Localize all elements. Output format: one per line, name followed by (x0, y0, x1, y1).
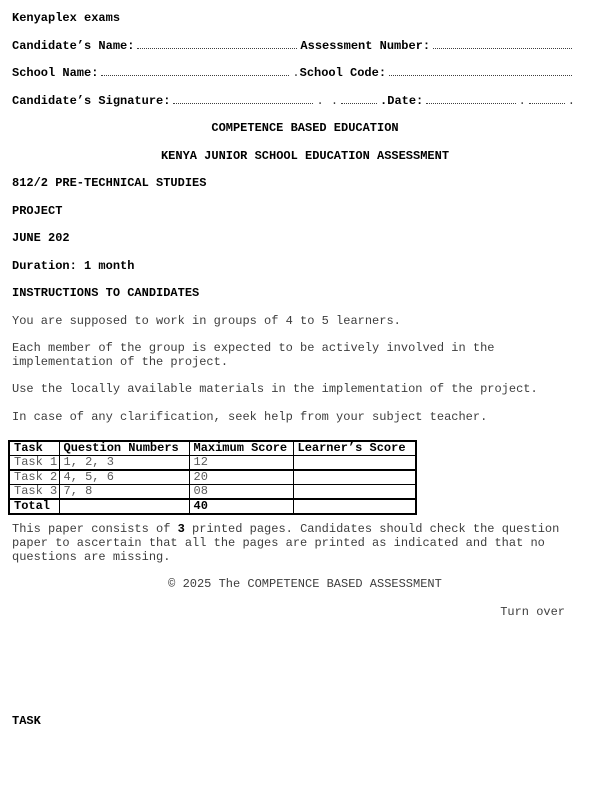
school-code-label: School Code: (299, 66, 387, 80)
cell-task: Task 2 (9, 470, 59, 485)
note-text: printed pages. Candidates should check the question paper to ascertain that all the pages are printed as indicated and that no questions are missing. (12, 522, 560, 564)
signature-dotted-line-2 (341, 95, 377, 104)
cell-task: Task 1 (9, 456, 59, 471)
duration: Duration: 1 month (12, 258, 135, 273)
page-count: 3 (177, 522, 185, 537)
cell-learners-score (293, 499, 416, 514)
end-dot: . (567, 93, 575, 108)
cell-learners-score (293, 485, 416, 500)
cell-question-numbers (59, 499, 189, 514)
instruction-paragraph: Each member of the group is expected to be actively involved in the implementation of the project. (12, 341, 495, 369)
separator-dots: . . (316, 93, 339, 108)
date-dotted-line-2 (529, 95, 565, 104)
assessment-number-dotted-line (433, 40, 572, 49)
col-header-maximum-score: Maximum Score (189, 441, 293, 456)
col-header-question-numbers: Question Numbers (59, 441, 189, 456)
candidate-name-line (12, 40, 575, 54)
date-dotted-line (426, 95, 515, 104)
instruction-paragraph: In case of any clarification, seek help from your subject teacher. (12, 409, 488, 424)
assessment-name-title: KENYA JUNIOR SCHOOL EDUCATION ASSESSMENT (160, 148, 450, 163)
school-name-label: School Name: (12, 66, 99, 80)
separator-dot: . (518, 93, 526, 108)
cell-total-label: Total (9, 499, 59, 514)
cell-maximum-score: 12 (189, 456, 293, 471)
note-text: This paper consists of (12, 522, 178, 537)
table-row-task-3 (9, 485, 416, 500)
signature-date-line (12, 95, 575, 109)
turn-over-label: Turn over (500, 604, 565, 619)
paper-type: PROJECT (12, 203, 63, 218)
education-system-title: COMPETENCE BASED EDUCATION (211, 121, 399, 135)
school-name-line (12, 67, 575, 81)
cell-maximum-score: 20 (189, 470, 293, 485)
school-name-dotted-line (101, 67, 289, 76)
cell-question-numbers: 7, 8 (59, 485, 189, 500)
score-table (8, 440, 417, 515)
copyright-notice: © 2025 The COMPETENCE BASED ASSESSMENT (168, 577, 442, 592)
paper-code-subject: 812/2 PRE-TECHNICAL STUDIES (12, 176, 207, 190)
date-label: .Date: (380, 93, 424, 108)
signature-dotted-line (173, 95, 313, 104)
instructions-heading: INSTRUCTIONS TO CANDIDATES (12, 286, 200, 300)
turn-over-wrap (12, 606, 598, 620)
instruction-paragraph: Use the locally available materials in the implementation of the project. (12, 382, 538, 397)
candidate-name-dotted-line (137, 40, 297, 49)
table-row-total (9, 499, 416, 514)
signature-label: Candidate’s Signature: (12, 93, 171, 108)
table-row-task-1 (9, 456, 416, 471)
cell-total-score: 40 (189, 499, 293, 514)
assessment-number-label: Assessment Number: (300, 38, 431, 53)
page-count-note (12, 523, 587, 564)
col-header-learners-score: Learner’s Score (293, 441, 416, 456)
table-row-task-2 (9, 470, 416, 485)
cell-maximum-score: 08 (189, 485, 293, 500)
cell-task: Task 3 (9, 485, 59, 500)
exam-session: JUNE 202 (12, 231, 70, 245)
task-section-heading: TASK (12, 713, 41, 728)
cell-question-numbers: 4, 5, 6 (59, 470, 189, 485)
score-table-header-row (9, 441, 416, 456)
brand-title: Kenyaplex exams (12, 11, 121, 25)
separator-dot: . (292, 66, 300, 80)
col-header-task: Task (9, 441, 59, 456)
cell-learners-score (293, 456, 416, 471)
cell-learners-score (293, 470, 416, 485)
candidate-name-label: Candidate’s Name: (12, 38, 135, 53)
school-code-dotted-line (389, 67, 572, 76)
instruction-paragraph: You are supposed to work in groups of 4 to 5 learners. (12, 313, 401, 328)
cell-question-numbers: 1, 2, 3 (59, 456, 189, 471)
